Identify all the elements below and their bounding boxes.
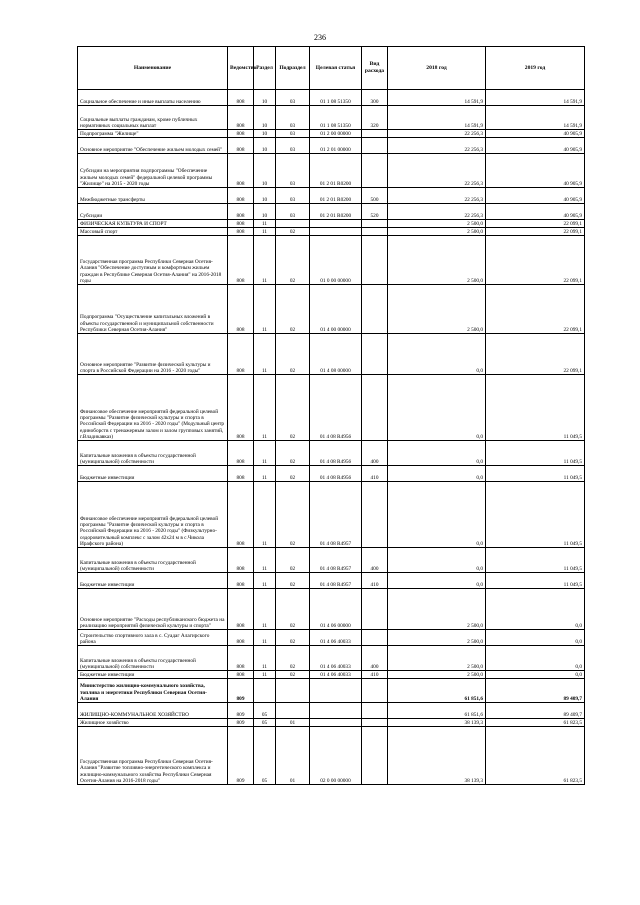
cell-expense: 320 [362, 106, 388, 130]
cell-name: Капитальные вложения в объекты государственной (муниципальной) собственности [78, 646, 228, 671]
table-row [78, 138, 585, 154]
cell-y2019: 61 823,5 [486, 719, 585, 727]
cell-y2018: 2 500,0 [388, 630, 486, 646]
cell-target: 01 4 00 00000 [310, 285, 362, 334]
cell-dept: 808 [228, 138, 254, 154]
cell-dept: 808 [228, 90, 254, 106]
cell-dept: 808 [228, 334, 254, 375]
cell-name: Подпрограмма "Осуществление капитальных вложений в объекты государственной и муниципальной собственности Республики Северная Осетия-Алания" [78, 285, 228, 334]
table-row [78, 466, 585, 482]
cell-y2019: 14 591,9 [486, 106, 585, 130]
header-target: Целевая статья [310, 47, 362, 90]
cell-name: Капитальные вложения в объекты государственной (муниципальной) собственности [78, 548, 228, 573]
cell-section: 11 [254, 646, 276, 671]
cell-target: 01 4 06 40033 [310, 646, 362, 671]
cell-section: 11 [254, 236, 276, 285]
cell-name: ЖИЛИЩНО-КОММУНАЛЬНОЕ ХОЗЯЙСТВО [78, 703, 228, 719]
cell-y2019: 11 049,5 [486, 441, 585, 466]
cell-subsection: 03 [276, 188, 310, 204]
table-row [78, 334, 585, 375]
table-row [78, 589, 585, 630]
cell-subsection: 02 [276, 375, 310, 441]
cell-dept: 808 [228, 236, 254, 285]
cell-target: 01 4 08 R4956 [310, 441, 362, 466]
cell-y2018: 0,0 [388, 466, 486, 482]
cell-section: 11 [254, 334, 276, 375]
cell-expense [362, 482, 388, 548]
cell-subsection: 02 [276, 482, 310, 548]
cell-expense: 410 [362, 466, 388, 482]
cell-expense [362, 138, 388, 154]
cell-expense: 500 [362, 188, 388, 204]
cell-target: 01 4 08 00000 [310, 334, 362, 375]
cell-name: Финансовое обеспечение мероприятий федеральной целевой программы "Развитие физической культуры и спорта в Российской Федерации на 2016 - 2020 годы" (Модульный центр единоборств с тренажерным залом и залом групповых занятий, г.Владикавказ) [78, 375, 228, 441]
cell-section: 10 [254, 106, 276, 130]
cell-dept: 808 [228, 646, 254, 671]
cell-name: Государственная программа Республики Северная Осетия-Алания "Обеспечение доступным и комфортным жильем граждан в Республике Северная Осетия-Алания" на 2016-2018 годы [78, 236, 228, 285]
cell-y2019: 40 905,9 [486, 204, 585, 220]
cell-subsection: 02 [276, 441, 310, 466]
cell-section: 10 [254, 188, 276, 204]
header-2019: 2019 год [486, 47, 585, 90]
cell-y2019: 22 099,1 [486, 220, 585, 228]
header-name: Наименование [78, 47, 228, 90]
cell-target: 01 4 08 R4956 [310, 375, 362, 441]
cell-y2018: 38 139,3 [388, 727, 486, 785]
cell-dept: 809 [228, 719, 254, 727]
cell-name: Основное мероприятие "Развитие физической культуры и спорта в Российской Федерации на 2016 - 2020 годы" [78, 334, 228, 375]
cell-dept: 808 [228, 188, 254, 204]
cell-section: 11 [254, 482, 276, 548]
cell-target [310, 220, 362, 228]
cell-dept: 809 [228, 679, 254, 703]
cell-y2019: 11 049,5 [486, 573, 585, 589]
cell-section: 10 [254, 90, 276, 106]
cell-y2018: 2 500,0 [388, 220, 486, 228]
budget-table [77, 46, 585, 785]
cell-subsection: 02 [276, 630, 310, 646]
cell-y2018: 2 500,0 [388, 285, 486, 334]
cell-section: 05 [254, 727, 276, 785]
cell-subsection [276, 220, 310, 228]
cell-section: 11 [254, 630, 276, 646]
cell-subsection: 02 [276, 334, 310, 375]
cell-y2019: 40 905,9 [486, 138, 585, 154]
cell-expense: 410 [362, 671, 388, 679]
cell-y2019: 89 409,7 [486, 703, 585, 719]
cell-section: 11 [254, 285, 276, 334]
table-row [78, 703, 585, 719]
table-row [78, 188, 585, 204]
cell-y2019: 40 905,9 [486, 130, 585, 138]
cell-subsection: 02 [276, 646, 310, 671]
cell-y2018: 0,0 [388, 375, 486, 441]
header-section: Раздел [254, 47, 276, 90]
cell-dept: 808 [228, 285, 254, 334]
cell-subsection: 02 [276, 573, 310, 589]
cell-subsection: 03 [276, 106, 310, 130]
cell-expense: 300 [362, 90, 388, 106]
table-row [78, 719, 585, 727]
cell-target [310, 703, 362, 719]
header-dept: Ведомство [228, 47, 254, 90]
table-row [78, 90, 585, 106]
cell-y2019: 40 905,9 [486, 154, 585, 188]
cell-dept: 808 [228, 228, 254, 236]
cell-name: Массовый спорт [78, 228, 228, 236]
cell-subsection: 03 [276, 138, 310, 154]
table-row [78, 727, 585, 785]
cell-subsection: 02 [276, 548, 310, 573]
cell-expense [362, 228, 388, 236]
cell-dept: 808 [228, 630, 254, 646]
table-row [78, 679, 585, 703]
table-row [78, 228, 585, 236]
cell-expense [362, 727, 388, 785]
cell-subsection: 01 [276, 719, 310, 727]
cell-section [254, 679, 276, 703]
cell-target [310, 679, 362, 703]
cell-y2018: 0,0 [388, 441, 486, 466]
cell-dept: 808 [228, 130, 254, 138]
table-row [78, 573, 585, 589]
cell-y2019: 11 049,5 [486, 548, 585, 573]
cell-name: Капитальные вложения в объекты государственной (муниципальной) собственности [78, 441, 228, 466]
cell-subsection: 03 [276, 90, 310, 106]
cell-y2018: 22 256,3 [388, 130, 486, 138]
cell-y2018: 22 256,3 [388, 138, 486, 154]
cell-y2018: 61 851,6 [388, 703, 486, 719]
cell-name: Межбюджетные трансферты [78, 188, 228, 204]
cell-expense [362, 375, 388, 441]
cell-target: 01 2 01 R0200 [310, 188, 362, 204]
cell-section: 10 [254, 130, 276, 138]
cell-y2019: 22 099,1 [486, 236, 585, 285]
table-row [78, 106, 585, 130]
cell-dept: 808 [228, 482, 254, 548]
cell-name: Финансовое обеспечение мероприятий федеральной целевой программы "Развитие физической культуры и спорта в Российской Федерации на 2016 - 2020 годы" (Физкультурно-оздоровительный комплекс с залом 42х24 м в с.Чикола Ирафского района) [78, 482, 228, 548]
cell-name: Министерство жилищно-коммунального хозяйства, топлива и энергетики Республики Северная Осетия-Алания [78, 679, 228, 703]
cell-dept: 808 [228, 671, 254, 679]
table-row [78, 630, 585, 646]
cell-y2018: 2 500,0 [388, 671, 486, 679]
cell-expense: 520 [362, 204, 388, 220]
cell-section: 05 [254, 719, 276, 727]
cell-dept: 808 [228, 220, 254, 228]
cell-target: 01 4 08 R4956 [310, 466, 362, 482]
cell-section: 11 [254, 671, 276, 679]
cell-expense: 400 [362, 646, 388, 671]
cell-section: 05 [254, 703, 276, 719]
cell-section: 11 [254, 589, 276, 630]
cell-section: 11 [254, 573, 276, 589]
table-row [78, 482, 585, 548]
cell-name: Субсидии на мероприятия подпрограммы "Обеспечение жильем молодых семей" федеральной целевой программы "Жилище" на 2015 - 2020 годы [78, 154, 228, 188]
cell-expense [362, 334, 388, 375]
cell-name: Бюджетные инвестиции [78, 671, 228, 679]
cell-expense [362, 236, 388, 285]
table-row [78, 671, 585, 679]
cell-subsection: 01 [276, 727, 310, 785]
cell-y2018: 2 500,0 [388, 228, 486, 236]
cell-expense [362, 679, 388, 703]
cell-y2019: 11 049,5 [486, 482, 585, 548]
table-row [78, 548, 585, 573]
cell-y2019: 11 049,5 [486, 466, 585, 482]
cell-y2018: 14 591,9 [388, 90, 486, 106]
cell-expense [362, 285, 388, 334]
cell-dept: 808 [228, 375, 254, 441]
cell-expense: 400 [362, 548, 388, 573]
cell-y2018: 22 256,3 [388, 154, 486, 188]
table-row [78, 220, 585, 228]
cell-name: Государственная программа Республики Северная Осетия-Алания "Развитие топливно-энергетического комплекса и жилищно-коммунального хозяйства Республики Северная Осетия-Алания на 2016-2018 годы" [78, 727, 228, 785]
table-row [78, 441, 585, 466]
header-2018: 2018 год [388, 47, 486, 90]
cell-y2018: 2 500,0 [388, 236, 486, 285]
cell-y2018: 14 591,9 [388, 106, 486, 130]
cell-target: 01 4 08 R4957 [310, 573, 362, 589]
cell-y2019: 0,0 [486, 589, 585, 630]
cell-expense [362, 719, 388, 727]
cell-y2018: 61 851,6 [388, 679, 486, 703]
cell-expense [362, 130, 388, 138]
cell-subsection: 02 [276, 466, 310, 482]
table-body [78, 90, 585, 785]
cell-y2019: 40 905,9 [486, 188, 585, 204]
cell-y2019: 22 099,1 [486, 285, 585, 334]
cell-section: 11 [254, 441, 276, 466]
cell-y2019: 11 049,5 [486, 375, 585, 441]
cell-target: 01 0 00 00000 [310, 236, 362, 285]
cell-name: Социальное обеспечение и иные выплаты населению [78, 90, 228, 106]
cell-dept: 808 [228, 548, 254, 573]
table-row [78, 285, 585, 334]
cell-subsection: 03 [276, 130, 310, 138]
cell-target [310, 228, 362, 236]
cell-section: 10 [254, 204, 276, 220]
cell-y2018: 0,0 [388, 573, 486, 589]
cell-y2019: 0,0 [486, 630, 585, 646]
table-row [78, 646, 585, 671]
cell-dept: 808 [228, 204, 254, 220]
cell-dept: 809 [228, 703, 254, 719]
cell-subsection [276, 703, 310, 719]
cell-target: 01 1 08 51350 [310, 90, 362, 106]
cell-target: 01 1 08 51350 [310, 106, 362, 130]
cell-target: 01 4 06 40033 [310, 630, 362, 646]
cell-name: Подпрограмма "Жилище" [78, 130, 228, 138]
cell-dept: 808 [228, 466, 254, 482]
cell-section: 10 [254, 154, 276, 188]
cell-y2018: 22 256,3 [388, 204, 486, 220]
cell-subsection: 02 [276, 589, 310, 630]
cell-name: Социальные выплаты гражданам, кроме публичных нормативных социальных выплат [78, 106, 228, 130]
cell-target: 01 4 08 R4957 [310, 548, 362, 573]
cell-y2019: 22 099,1 [486, 228, 585, 236]
cell-y2019: 0,0 [486, 671, 585, 679]
table-row [78, 204, 585, 220]
cell-dept: 808 [228, 154, 254, 188]
cell-y2019: 0,0 [486, 646, 585, 671]
cell-target: 01 2 01 R0200 [310, 204, 362, 220]
cell-expense [362, 220, 388, 228]
cell-target: 01 4 06 40033 [310, 671, 362, 679]
cell-subsection: 02 [276, 285, 310, 334]
cell-expense [362, 589, 388, 630]
cell-expense [362, 630, 388, 646]
cell-expense: 400 [362, 441, 388, 466]
header-subsection: Подраздел [276, 47, 310, 90]
table-row [78, 154, 585, 188]
cell-target: 01 4 08 R4957 [310, 482, 362, 548]
cell-subsection: 03 [276, 204, 310, 220]
cell-section: 11 [254, 220, 276, 228]
cell-expense [362, 154, 388, 188]
cell-y2019: 14 591,9 [486, 90, 585, 106]
cell-dept: 808 [228, 589, 254, 630]
cell-name: Бюджетные инвестиции [78, 466, 228, 482]
cell-y2018: 2 500,0 [388, 589, 486, 630]
cell-subsection: 02 [276, 236, 310, 285]
cell-name: ФИЗИЧЕСКАЯ КУЛЬТУРА И СПОРТ [78, 220, 228, 228]
cell-dept: 808 [228, 441, 254, 466]
cell-dept: 808 [228, 573, 254, 589]
table-row [78, 375, 585, 441]
cell-y2018: 22 256,3 [388, 188, 486, 204]
table-row [78, 130, 585, 138]
cell-section: 11 [254, 466, 276, 482]
cell-name: Основное мероприятие "Обеспечение жильем молодых семей" [78, 138, 228, 154]
cell-section: 11 [254, 375, 276, 441]
cell-dept: 809 [228, 727, 254, 785]
cell-y2018: 38 139,3 [388, 719, 486, 727]
page-number: 236 [314, 33, 326, 42]
cell-subsection: 02 [276, 671, 310, 679]
cell-subsection: 02 [276, 228, 310, 236]
cell-subsection [276, 679, 310, 703]
cell-name: Строительство спортивного зала в с. Суадаг Алагирского района [78, 630, 228, 646]
cell-section: 11 [254, 228, 276, 236]
cell-y2018: 0,0 [388, 334, 486, 375]
cell-y2018: 2 500,0 [388, 646, 486, 671]
cell-name: Бюджетные инвестиции [78, 573, 228, 589]
table-row [78, 236, 585, 285]
cell-subsection: 03 [276, 154, 310, 188]
cell-expense [362, 703, 388, 719]
cell-section: 10 [254, 138, 276, 154]
cell-y2019: 61 823,5 [486, 727, 585, 785]
cell-target: 01 2 00 00000 [310, 130, 362, 138]
cell-expense: 410 [362, 573, 388, 589]
cell-dept: 808 [228, 106, 254, 130]
cell-target: 02 0 00 00000 [310, 727, 362, 785]
cell-target: 01 4 06 00000 [310, 589, 362, 630]
cell-name: Субсидии [78, 204, 228, 220]
cell-y2018: 0,0 [388, 482, 486, 548]
cell-y2019: 22 099,1 [486, 334, 585, 375]
cell-target: 01 2 01 R0200 [310, 154, 362, 188]
table-header-row [78, 47, 585, 90]
cell-target: 01 2 01 00000 [310, 138, 362, 154]
cell-name: Основное мероприятие "Расходы республиканского бюджета на реализацию мероприятий физической культуры и спорта" [78, 589, 228, 630]
cell-section: 11 [254, 548, 276, 573]
cell-y2019: 89 409,7 [486, 679, 585, 703]
cell-target [310, 719, 362, 727]
cell-y2018: 0,0 [388, 548, 486, 573]
cell-name: Жилищное хозяйство [78, 719, 228, 727]
header-expense: Вид расхода [362, 47, 388, 90]
